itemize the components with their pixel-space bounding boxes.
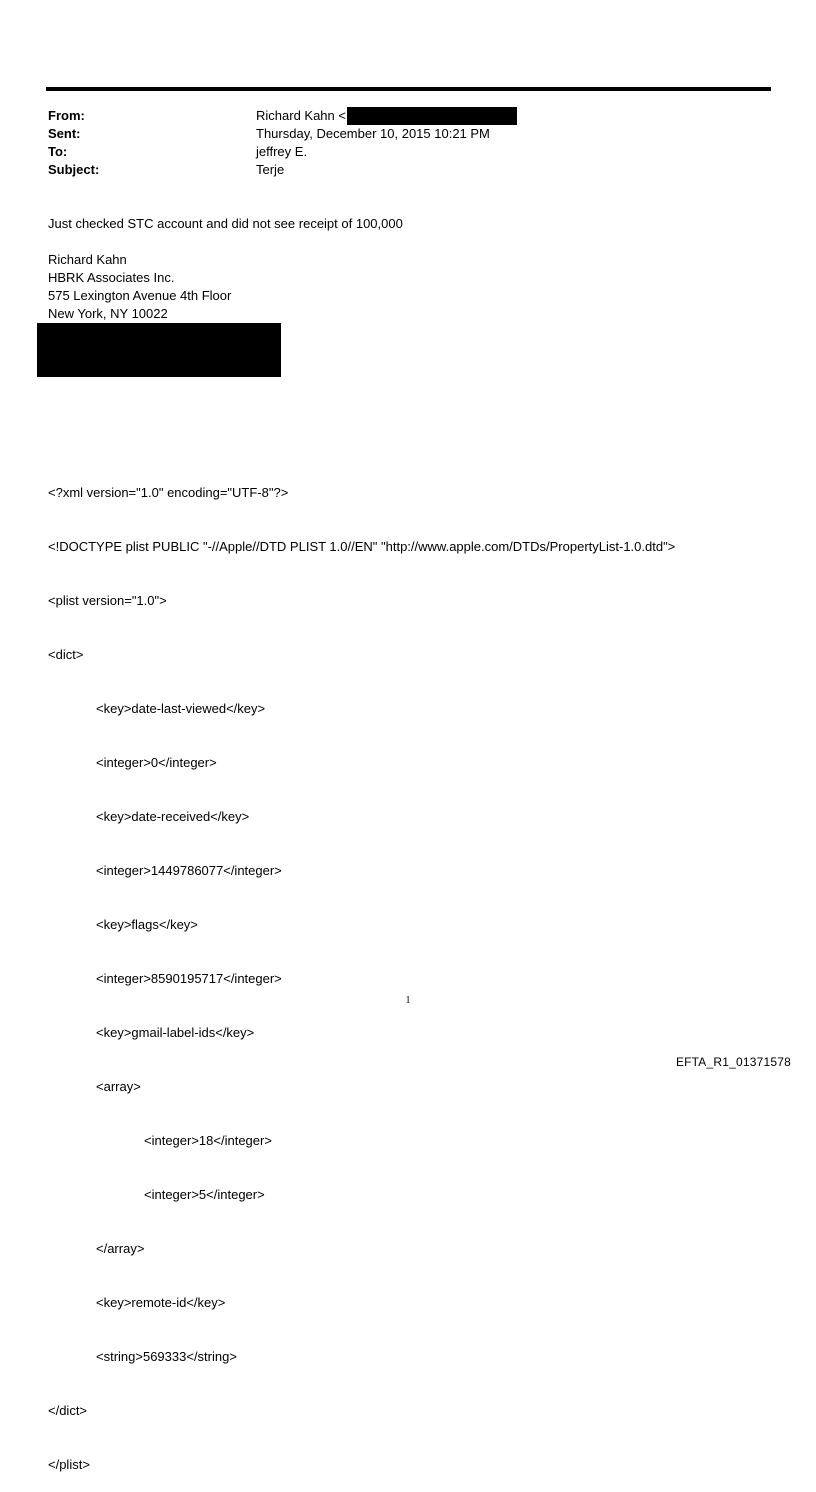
subject-value: Terje bbox=[256, 162, 285, 177]
xml-line: <key>date-last-viewed</key> bbox=[96, 701, 266, 716]
xml-line: </plist> bbox=[48, 1457, 90, 1472]
xml-line: <integer>1449786077</integer> bbox=[96, 863, 282, 878]
xml-line: </dict> bbox=[48, 1403, 88, 1418]
sent-value: Thursday, December 10, 2015 10:21 PM bbox=[256, 126, 490, 141]
xml-line: <dict> bbox=[48, 647, 84, 662]
xml-line: </array> bbox=[96, 1241, 145, 1256]
to-label: To: bbox=[48, 144, 68, 159]
xml-line: <key>gmail-label-ids</key> bbox=[96, 1025, 255, 1040]
xml-line: <plist version="1.0"> bbox=[48, 593, 167, 608]
xml-line: <key>remote-id</key> bbox=[96, 1295, 226, 1310]
signature-address-line-1: 575 Lexington Avenue 4th Floor bbox=[48, 288, 232, 303]
xml-line: <key>date-received</key> bbox=[96, 809, 250, 824]
xml-line: <!DOCTYPE plist PUBLIC "-//Apple//DTD PLIST 1.0//EN" "http://www.apple.com/DTDs/PropertyList-1.0.dtd"> bbox=[48, 539, 676, 554]
signature-address-line-2: New York, NY 10022 bbox=[48, 306, 168, 321]
email-redaction bbox=[347, 107, 517, 125]
signature-company: HBRK Associates Inc. bbox=[48, 270, 175, 285]
xml-line: <integer>18</integer> bbox=[144, 1133, 272, 1148]
document-id: EFTA_R1_01371578 bbox=[675, 1055, 791, 1069]
header-rule bbox=[46, 87, 771, 91]
signature-block bbox=[48, 251, 231, 323]
xml-line: <array> bbox=[96, 1079, 141, 1094]
xml-plist-block bbox=[48, 448, 675, 1492]
xml-line: <integer>8590195717</integer> bbox=[96, 971, 282, 986]
sent-label: Sent: bbox=[48, 126, 81, 141]
xml-line: <integer>5</integer> bbox=[144, 1187, 265, 1202]
subject-label: Subject: bbox=[48, 162, 100, 177]
xml-line: <?xml version="1.0" encoding="UTF-8"?> bbox=[48, 485, 289, 500]
to-value: jeffrey E. bbox=[256, 144, 308, 159]
xml-line: <key>flags</key> bbox=[96, 917, 198, 932]
signature-name: Richard Kahn bbox=[48, 252, 127, 267]
from-value bbox=[256, 107, 517, 126]
from-label: From: bbox=[48, 108, 85, 123]
xml-line: <integer>0</integer> bbox=[96, 755, 217, 770]
xml-line: <string>569333</string> bbox=[96, 1349, 237, 1364]
signature-redaction bbox=[37, 323, 281, 377]
page-number: 1 bbox=[405, 995, 411, 1006]
from-name: Richard Kahn < bbox=[256, 108, 346, 123]
message-body: Just checked STC account and did not see receipt of 100,000 bbox=[48, 216, 403, 231]
